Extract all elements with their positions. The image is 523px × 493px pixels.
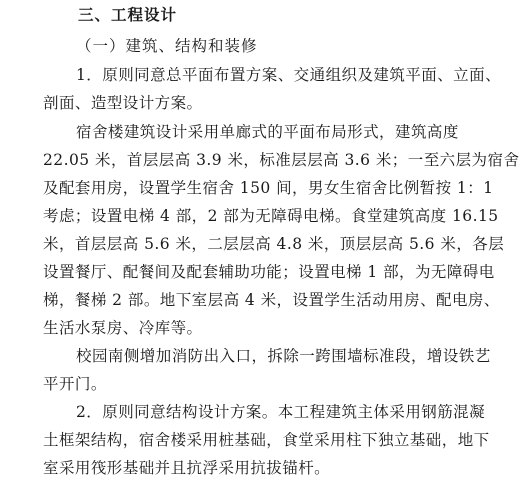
paragraph-line: 2．原则同意结构设计方案。本工程建筑主体采用钢筋混凝 xyxy=(76,403,486,421)
paragraph-line: 宿舍楼建筑设计采用单廊式的平面布局形式，建筑高度 xyxy=(76,123,459,141)
paragraph-line: 土框架结构，宿舍楼采用桩基础，食堂采用柱下独立基础，地下 xyxy=(43,431,490,449)
paragraph-line: 设置餐厅、配餐间及配套辅助功能；设置电梯 1 部，为无障碍电 xyxy=(43,263,495,281)
paragraph-line: 校园南侧增加消防出入口，拆除一跨围墙标准段，增设铁艺 xyxy=(76,347,491,365)
paragraph-line: 梯，餐梯 2 部。地下室层高 4 米，设置学生活动用房、配电房、 xyxy=(43,291,500,309)
paragraph-line: 生活水泵房、冷库等。 xyxy=(43,319,203,337)
paragraph-line: 平开门。 xyxy=(43,375,107,393)
paragraph-line: 米，首层层高 5.6 米，二层层高 4.8 米，顶层层高 5.6 米，各层 xyxy=(43,235,505,253)
paragraph-line: 及配套用房，设置学生宿舍 150 间，男女生宿舍比例暂按 1：1 xyxy=(43,179,494,197)
paragraph-line: 考虑；设置电梯 4 部，2 部为无障碍电梯。食堂建筑高度 16.15 xyxy=(43,207,499,225)
paragraph-line: 剖面、造型设计方案。 xyxy=(43,94,203,112)
paragraph-line: 1．原则同意总平面布置方案、交通组织及建筑平面、立面、 xyxy=(76,66,502,84)
paragraph-line: 22.05 米，首层层高 3.9 米，标准层层高 3.6 米；一至六层为宿舍 xyxy=(43,151,520,169)
section-heading: 三、工程设计 xyxy=(78,5,178,24)
paragraph-line: 室采用筏形基础并且抗浮采用抗拔锚杆。 xyxy=(43,459,331,477)
subsection-heading: （一）建筑、结构和装修 xyxy=(76,37,258,55)
